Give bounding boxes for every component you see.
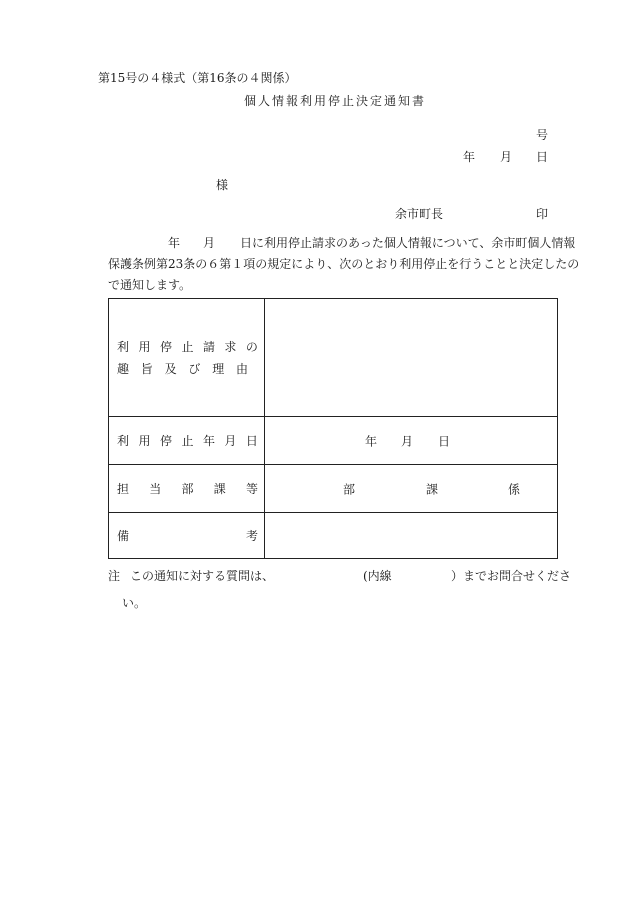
- remarks-label: 備 考: [109, 513, 265, 559]
- section-label: 課: [426, 482, 439, 496]
- stop-date-label: 利 用 停 止 年 月 日: [109, 417, 265, 465]
- document-title: 個人情報利用停止決定通知書: [244, 94, 427, 108]
- stop-year-label: 年: [365, 434, 378, 448]
- stop-date-value[interactable]: [265, 417, 558, 465]
- form-number: 第15号の４様式（第16条の４関係）: [98, 71, 297, 85]
- dept-label: 部: [343, 482, 356, 496]
- body-line3: で通知します。: [108, 278, 192, 292]
- note-extension: (内線: [363, 569, 392, 583]
- remarks-value[interactable]: [265, 513, 558, 559]
- inquiry-note-continuation: い。: [122, 596, 147, 610]
- purpose-label-line1: 利 用 停 止 請 求 の: [117, 339, 258, 354]
- purpose-value[interactable]: [265, 299, 558, 417]
- issue-year-label: 年: [463, 150, 476, 164]
- purpose-label: [109, 299, 265, 417]
- seal-label: 印: [536, 207, 549, 221]
- issuer-name: 余市町長: [395, 207, 444, 221]
- document-number-label: 号: [536, 128, 549, 142]
- stop-day-label: 日: [438, 434, 451, 448]
- stop-month-label: 月: [401, 434, 414, 448]
- unit-label: 係: [508, 482, 521, 496]
- issue-month-label: 月: [500, 150, 513, 164]
- note-text: この通知に対する質問は、: [130, 569, 275, 583]
- body-month: 月: [203, 236, 216, 250]
- note-extension-close: ）までお問合せくださ: [451, 569, 572, 583]
- table-row-remarks: [109, 513, 558, 559]
- addressee-honorific: 様: [216, 178, 229, 192]
- body-year: 年: [168, 236, 181, 250]
- department-label: 担 当 部 課 等: [109, 465, 265, 513]
- body-line1: 日に利用停止請求のあった個人情報について、余市町個人情報: [240, 236, 576, 250]
- purpose-label-line2: 趣 旨 及 び 理 由: [117, 361, 248, 376]
- body-line2: 保護条例第23条の６第１項の規定により、次のとおり利用停止を行うことと決定したの: [108, 257, 580, 271]
- table-row-department: [109, 465, 558, 513]
- department-value[interactable]: [265, 465, 558, 513]
- table-row-purpose: [109, 299, 558, 417]
- note-label: 注: [108, 569, 121, 583]
- notice-table: [108, 298, 558, 559]
- issue-day-label: 日: [536, 150, 549, 164]
- table-row-stop-date: [109, 417, 558, 465]
